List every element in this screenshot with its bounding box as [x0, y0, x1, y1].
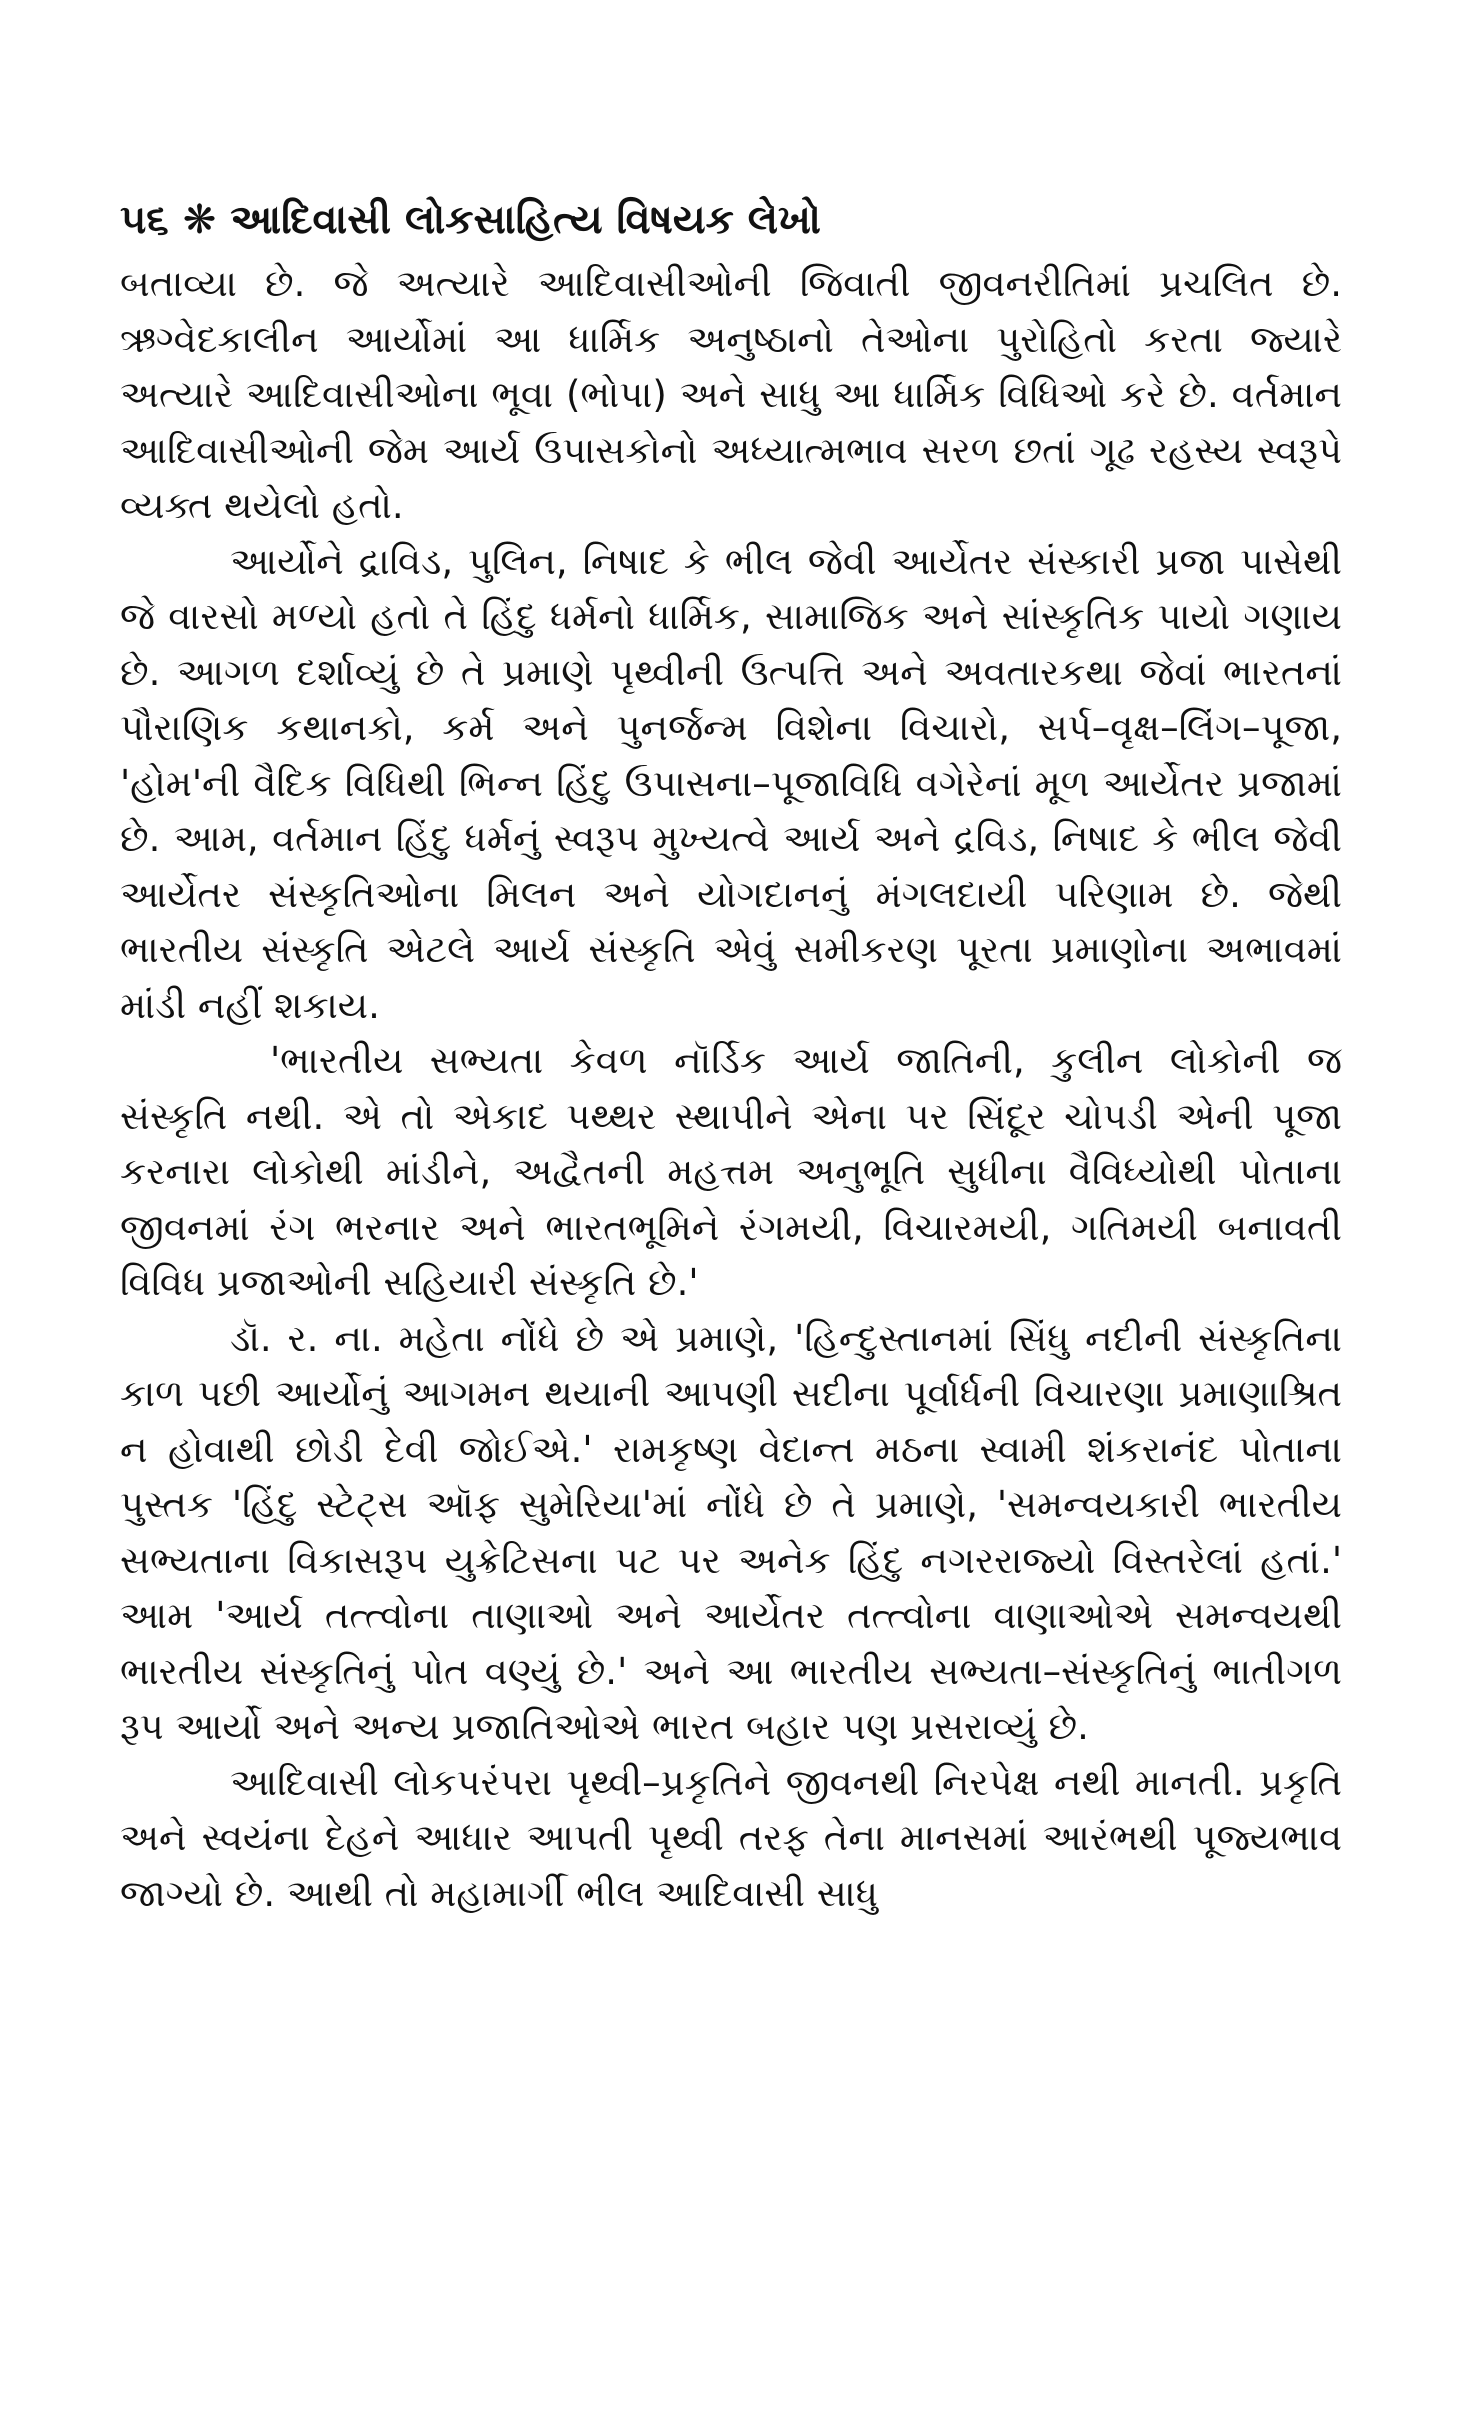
running-title: આદિવાસી લોકસાહિત્ય વિષયક લેખો: [230, 197, 821, 243]
asterisk-ornament-icon: ❋: [182, 197, 217, 243]
paragraph-continuation: બતાવ્યા છે. જે અત્યારે આદિવાસીઓની જિવાતી જીવનરીતિમાં પ્રચલિત છે. ઋગ્વેદકાલીન આર્યોમાં આ ધાર્મિક અનુષ્ઠાનો તેઓના પુરોહિતો કરતા જ્યારે અત્યારે આદિવાસીઓના ભૂવા (ભોપા) અને સાધુ આ ધાર્મિક વિધિઓ કરે છે. વર્તમાન આદિવાસીઓની જેમ આર્ય ઉપાસકોનો અધ્યાત્મભાવ સરળ છતાં ગૂઢ રહસ્ય સ્વરૂપે વ્યક્ત થયેલો હતો.: [120, 262, 1342, 527]
page-number: ૫૬: [120, 197, 169, 243]
paragraph-mehta-note: ડૉ. ર. ના. મહેતા નોંધે છે એ પ્રમાણે, 'હિન્દુસ્તાનમાં સિંધુ નદીની સંસ્કૃતિના કાળ પછી આર્યોનું આગમન થયાની આપણી સદીના પૂર્વાર્ધની વિચારણા પ્રમાણાશ્રિત ન હોવાથી છોડી દેવી જોઈએ.' રામકૃષ્ણ વેદાન્ત મઠના સ્વામી શંકરાનંદ પોતાના પુસ્તક 'હિંદુ સ્ટેટ્સ ઑફ સુમેરિયા'માં નોંધે છે તે પ્રમાણે, 'સમન્વયકારી ભારતીય સભ્યતાના વિકાસરૂપ યુક્રેટિસના પટ પર અનેક હિંદુ નગરરાજ્યો વિસ્તરેલાં હતાં.' આમ 'આર્ય તત્ત્વોના તાણાઓ અને આર્યેતર તત્ત્વોના વાણાઓએ સમન્વયથી ભારતીય સંસ્કૃતિનું પોત વણ્યું છે.' અને આ ભારતીય સભ્યતા–સંસ્કૃતિનું ભાતીગળ રૂપ આર્યો અને અન્ય પ્રજાતિઓએ ભારત બહાર પણ પ્રસરાવ્યું છે.: [120, 1316, 1342, 1748]
paragraph-quotation: 'ભારતીય સભ્યતા કેવળ નૉર્ડિક આર્ય જાતિની, કુલીન લોકોની જ સંસ્કૃતિ નથી. એ તો એકાદ પથ્થર સ્થાપીને એના પર સિંદૂર ચોપડી એની પૂજા કરનારા લોકોથી માંડીને, અદ્વૈતની મહત્તમ અનુભૂતિ સુધીના વૈવિધ્યોથી પોતાના જીવનમાં રંગ ભરનાર અને ભારતભૂમિને રંગમયી, વિચારમયી, ગતિમયી બનાવતી વિવિધ પ્રજાઓની સહિયારી સંસ્કૃતિ છે.': [120, 1039, 1342, 1304]
body-text: [120, 256, 1342, 1921]
paragraph-aryan-heritage: આર્યોને દ્રાવિડ, પુલિન, નિષાદ કે ભીલ જેવી આર્યેતર સંસ્કારી પ્રજા પાસેથી જે વારસો મળ્યો હતો તે હિંદુ ધર્મનો ધાર્મિક, સામાજિક અને સાંસ્કૃતિક પાયો ગણાય છે. આગળ દર્શાવ્યું છે તે પ્રમાણે પૃથ્વીની ઉત્પત્તિ અને અવતારકથા જેવાં ભારતનાં પૌરાણિક કથાનકો, કર્મ અને પુનર્જન્મ વિશેના વિચારો, સર્પ–વૃક્ષ–લિંગ–પૂજા, 'હોમ'ની વૈદિક વિધિથી ભિન્ન હિંદુ ઉપાસના–પૂજાવિધિ વગેરેનાં મૂળ આર્યેતર પ્રજામાં છે. આમ, વર્તમાન હિંદુ ધર્મનું સ્વરૂપ મુખ્યત્વે આર્ય અને દ્રવિડ, નિષાદ કે ભીલ જેવી આર્યેતર સંસ્કૃતિઓના મિલન અને યોગદાનનું મંગલદાયી પરિણામ છે. જેથી ભારતીય સંસ્કૃતિ એટલે આર્ય સંસ્કૃતિ એવું સમીકરણ પૂરતા પ્રમાણોના અભાવમાં માંડી નહીં શકાય.: [120, 539, 1342, 1027]
running-header: [120, 190, 1342, 250]
paragraph-tribal-tradition: આદિવાસી લોકપરંપરા પૃથ્વી–પ્રકૃતિને જીવનથી નિરપેક્ષ નથી માનતી. પ્રકૃતિ અને સ્વયંના દેહને આધાર આપતી પૃથ્વી તરફ તેના માનસમાં આરંભથી પૂજ્યભાવ જાગ્યો છે. આથી તો મહામાર્ગી ભીલ આદિવાસી સાધુ: [120, 1760, 1342, 1915]
book-page: [120, 190, 1342, 1921]
